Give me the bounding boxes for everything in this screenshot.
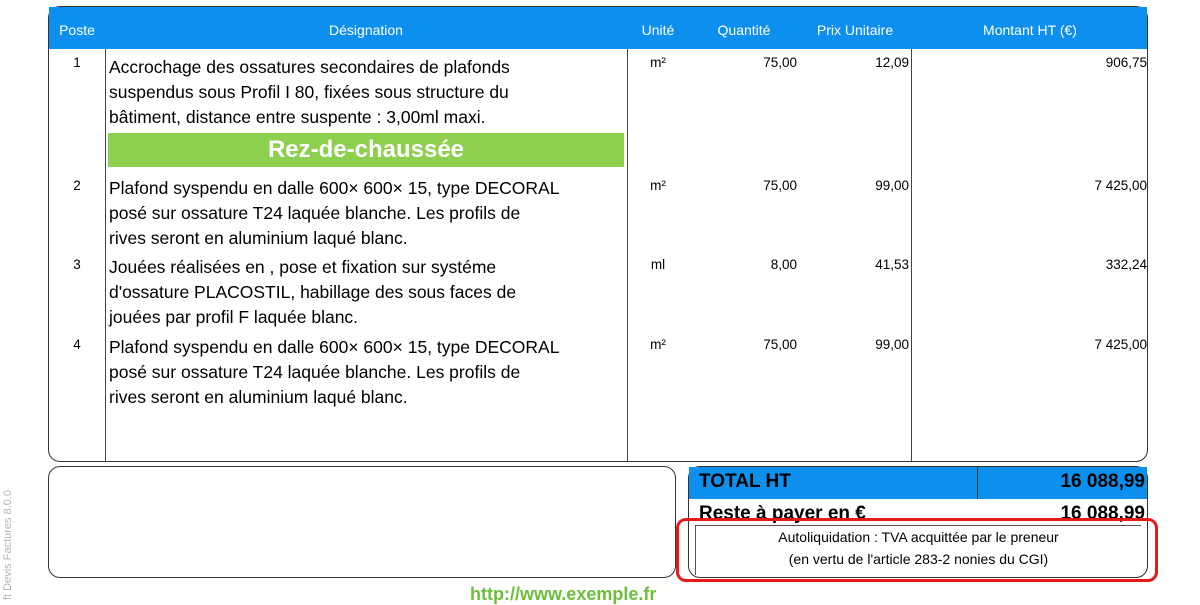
row-3-quantite: 8,00 — [770, 257, 797, 272]
row-2-designation — [109, 176, 627, 251]
designation-line: d'ossature PLACOSTIL, habillage des sous faces de — [109, 282, 517, 302]
total-ht-row — [689, 467, 1147, 499]
row-4-quantite: 75,00 — [763, 337, 797, 352]
designation-line: jouées par profil F laquée blanc. — [109, 307, 359, 327]
row-2-prix-unitaire: 99,00 — [875, 178, 909, 193]
column-divider — [627, 49, 628, 461]
column-divider — [911, 49, 912, 461]
designation-line: rives seront en aluminium laqué blanc. — [109, 228, 408, 248]
row-3-montant-ht: 332,24 — [1105, 257, 1147, 272]
row-1-poste: 1 — [73, 55, 81, 70]
quote-table — [48, 6, 1148, 462]
highlight-annotation — [676, 518, 1158, 582]
row-4-unite: m² — [650, 337, 666, 352]
footer-link[interactable]: http://www.exemple.fr — [470, 584, 657, 604]
header-quantite: Quantité — [717, 22, 771, 38]
row-1-quantite: 75,00 — [763, 55, 797, 70]
total-ht-label: TOTAL HT — [699, 471, 791, 492]
row-4-designation — [109, 335, 627, 410]
header-unite: Unité — [641, 22, 675, 38]
total-divider — [977, 467, 978, 499]
software-watermark: ft Devis Factures 8.0.0 — [2, 489, 14, 600]
autoliquidation-line-2: (en vertu de l'article 283-2 nonies du CGI) — [788, 551, 1049, 567]
designation-line: Accrochage des ossatures secondaires de plafonds — [109, 57, 510, 77]
reste-value: 16 088,99 — [1060, 503, 1145, 524]
row-1-unite: m² — [650, 55, 666, 70]
total-ht-value: 16 088,99 — [1060, 471, 1145, 492]
row-3-prix-unitaire: 41,53 — [875, 257, 909, 272]
designation-line: bâtiment, distance entre suspente : 3,00ml maxi. — [109, 107, 486, 127]
row-2-quantite: 75,00 — [763, 178, 797, 193]
designation-line: posé sur ossature T24 laquée blanche. Les profils de — [109, 203, 521, 223]
designation-line: rives seront en aluminium laqué blanc. — [109, 387, 408, 407]
row-1-prix-unitaire: 12,09 — [875, 55, 909, 70]
designation-line: Plafond syspendu en dalle 600× 600× 15, type DECORAL — [109, 337, 560, 357]
row-2-montant-ht: 7 425,00 — [1094, 178, 1147, 193]
autoliquidation-line-1: Autoliquidation : TVA acquittée par le preneur — [778, 529, 1059, 545]
column-divider — [105, 49, 106, 461]
designation-line: suspendus sous Profil I 80, fixées sous structure du — [109, 82, 509, 102]
header-prix-unitaire: Prix Unitaire — [816, 22, 894, 38]
section-title: Rez-de-chaussée — [108, 133, 624, 167]
designation-line: Jouées réalisées en , pose et fixation sur systéme — [109, 257, 497, 277]
row-4-poste: 4 — [73, 337, 81, 352]
row-3-unite: ml — [650, 257, 666, 272]
row-4-prix-unitaire: 99,00 — [875, 337, 909, 352]
notes-box — [48, 466, 676, 578]
header-poste: Poste — [59, 22, 95, 38]
row-1-designation — [109, 55, 627, 130]
header-designation: Désignation — [329, 22, 403, 38]
footer-link-clip — [470, 584, 700, 604]
header-montant-ht: Montant HT (€) — [983, 22, 1077, 38]
designation-line: posé sur ossature T24 laquée blanche. Les profils de — [109, 362, 521, 382]
table-header — [49, 7, 1147, 49]
row-3-poste: 3 — [73, 257, 81, 272]
reste-label: Reste à payer en € — [699, 503, 866, 524]
row-1-montant-ht: 906,75 — [1105, 55, 1147, 70]
designation-line: Plafond syspendu en dalle 600× 600× 15, type DECORAL — [109, 178, 560, 198]
row-3-designation — [109, 255, 627, 330]
row-2-poste: 2 — [73, 178, 81, 193]
row-4-montant-ht: 7 425,00 — [1094, 337, 1147, 352]
row-2-unite: m² — [650, 178, 666, 193]
